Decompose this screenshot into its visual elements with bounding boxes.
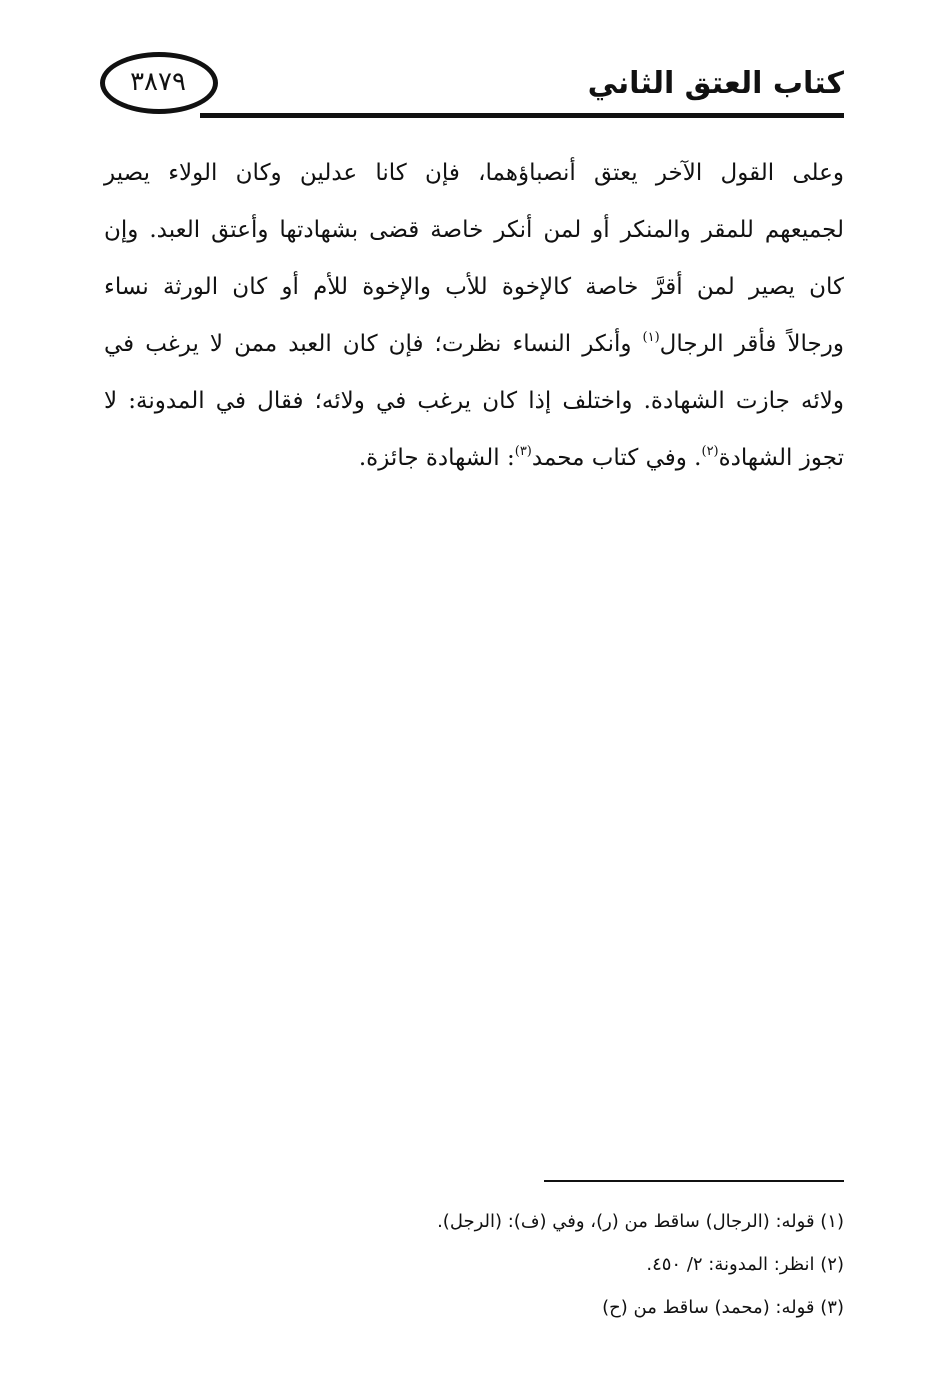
- text-line: لجميعهم للمقر والمنكر أو لمن أنكر خاصة قضى بشهادتها وأعتق العبد. وإن: [104, 217, 844, 243]
- footnote: (١) قوله: (الرجال) ساقط من (ر)، وفي (ف): (الرجل).: [437, 1211, 844, 1232]
- footnote-marker: (١): [642, 330, 660, 345]
- text-line: [104, 430, 844, 487]
- main-text: [104, 145, 844, 487]
- footnote-marker: (٢): [701, 444, 719, 459]
- text-line: كان يصير لمن أقرَّ خاصة كالإخوة للأب والإخوة للأم أو كان الورثة نساء: [104, 274, 844, 300]
- page-number: ٣٨٧٩: [130, 67, 186, 97]
- text-line: [104, 316, 844, 373]
- text-line: وعلى القول الآخر يعتق أنصباؤهما، فإن كانا عدلين وكان الولاء يصير: [104, 160, 844, 186]
- header-rule: [200, 113, 844, 118]
- text-segment: ورجالاً فأقر الرجال: [659, 331, 844, 357]
- footnotes: [104, 1200, 844, 1329]
- footnote-separator: [544, 1180, 844, 1182]
- footnote: (٣) قوله: (محمد) ساقط من (ح): [602, 1297, 844, 1318]
- footnote-marker: (٣): [514, 444, 532, 459]
- text-segment: تجوز الشهادة: [718, 445, 844, 471]
- text-segment: وأنكر النساء نظرت؛ فإن كان العبد ممن لا يرغب في: [104, 331, 632, 357]
- text-segment: . وفي كتاب محمد: [531, 445, 702, 471]
- text-line: ولائه جازت الشهادة. واختلف إذا كان يرغب في ولائه؛ فقال في المدونة: لا: [104, 388, 844, 414]
- running-header-title: كتاب العتق الثاني: [587, 66, 844, 101]
- text-segment: : الشهادة جائزة.: [358, 445, 515, 471]
- footnote: (٢) انظر: المدونة: ٢/ ٤٥٠.: [646, 1254, 844, 1275]
